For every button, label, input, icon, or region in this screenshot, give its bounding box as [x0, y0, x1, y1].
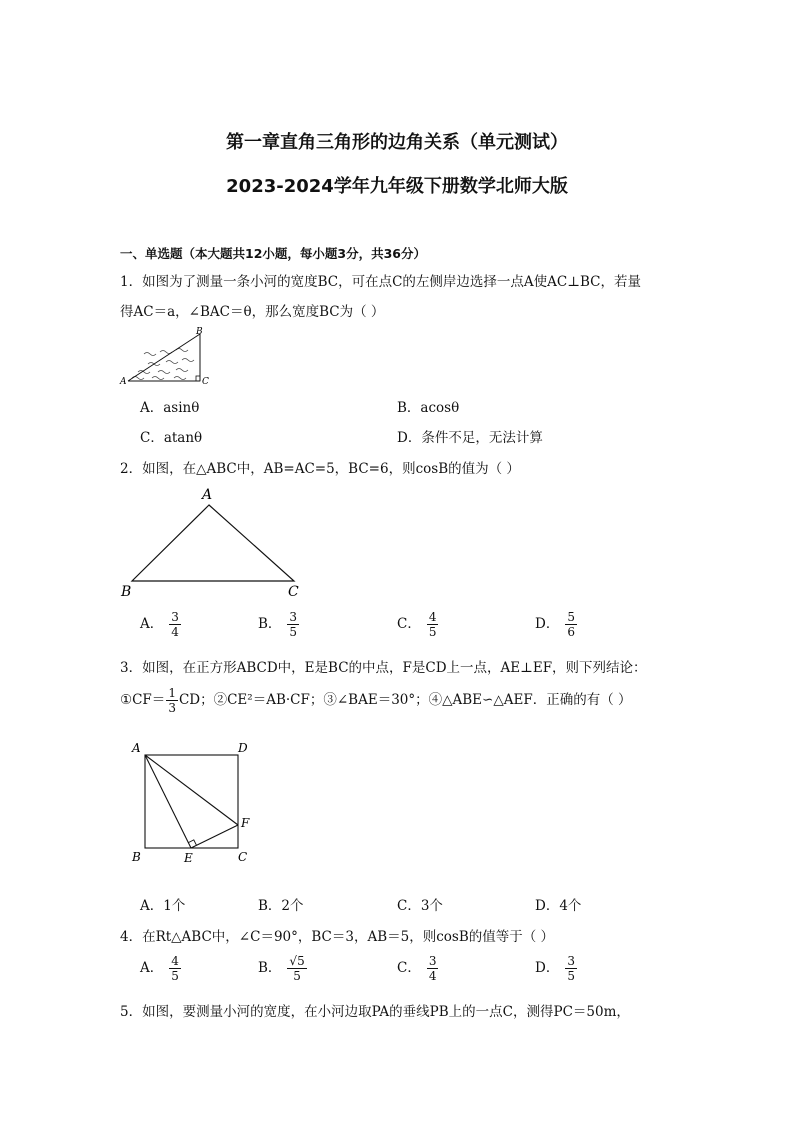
q4-option-c-letter: C．: [397, 960, 421, 976]
q2-option-a-den: 4: [171, 625, 179, 639]
q2-option-b[interactable]: [258, 610, 299, 639]
q3-option-c[interactable]: C．3个: [397, 898, 443, 914]
doc-title-line1: 第一章直角三角形的边角关系（单元测试）: [226, 132, 568, 153]
q3-line-af: [145, 755, 238, 825]
q3-option-b[interactable]: B．2个: [258, 898, 304, 914]
q4-option-d-letter: D．: [535, 960, 560, 976]
q4-option-a-den: 5: [171, 969, 179, 983]
q2-option-d[interactable]: [535, 610, 577, 639]
q3-figure: [128, 738, 258, 868]
q2-option-d-num: 5: [567, 610, 575, 624]
q4-option-b-num: √5: [289, 954, 305, 968]
q2-option-c-letter: C．: [397, 616, 421, 632]
q2-option-b-den: 5: [289, 625, 298, 639]
q3-fraction: [166, 686, 178, 715]
q5-text: 5．如图，要测量小河的宽度，在小河边取PA的垂线PB上的一点C，测得PC＝50m，: [120, 1004, 630, 1020]
q4-option-a-num: 4: [171, 954, 179, 968]
q3-line-ef: [191, 825, 238, 848]
q4-option-a[interactable]: [140, 954, 181, 983]
river-waves: [132, 349, 194, 380]
q3-option-a[interactable]: A．1个: [140, 898, 186, 914]
q2-option-d-letter: D．: [535, 616, 560, 632]
q4-option-a-fraction: [169, 954, 181, 983]
q4-text: 4．在Rt△ABC中，∠C＝90°，BC＝3，AB＝5，则cosB的值等于（ ）: [120, 929, 555, 945]
q4-option-b-fraction: [287, 954, 306, 983]
q1-option-b[interactable]: B．acosθ: [397, 400, 460, 416]
q2-option-b-num: 3: [289, 610, 298, 624]
q4-option-c-den: 4: [428, 969, 437, 983]
q3-line2-part2: CD；②CE²＝AB·CF；③∠BAE＝30°；④△ABE∽△AEF．正确的有（ ）: [178, 692, 632, 708]
q2-label-c: C: [288, 584, 299, 600]
q4-option-d-num: 3: [567, 954, 575, 968]
q4-option-c-num: 3: [428, 954, 437, 968]
q2-option-d-den: 6: [567, 625, 575, 639]
q1-figure: [118, 326, 218, 388]
q2-option-a[interactable]: [140, 610, 181, 639]
q1-option-c[interactable]: C．atanθ: [140, 430, 203, 446]
q2-option-d-fraction: [565, 610, 577, 639]
q2-option-c[interactable]: [397, 610, 438, 639]
q2-option-a-num: 3: [171, 610, 179, 624]
q3-line-ae: [145, 755, 191, 848]
q3-label-c: C: [238, 850, 248, 864]
q1-label-a: A: [120, 377, 127, 387]
q4-option-d-den: 5: [567, 969, 575, 983]
q4-option-d-fraction: [565, 954, 577, 983]
q4-option-b[interactable]: [258, 954, 307, 983]
doc-title-line2: 2023-2024学年九年级下册数学北师大版: [226, 176, 568, 197]
q3-label-e: E: [184, 851, 193, 865]
q3-line2-part1: ①CF＝: [120, 692, 166, 708]
q1-option-a[interactable]: A．asinθ: [140, 400, 200, 416]
q1-label-c: C: [202, 377, 209, 387]
q3-line1: 3．如图，在正方形ABCD中，E是BC的中点，F是CD上一点，AE⊥EF，则下列结论：: [120, 660, 647, 676]
q2-option-b-letter: B．: [258, 616, 282, 632]
q1-option-d[interactable]: D．条件不足，无法计算: [397, 430, 543, 446]
q2-option-b-fraction: [287, 610, 299, 639]
q2-text: 2．如图，在△ABC中，AB=AC=5，BC=6，则cosB的值为（ ）: [120, 461, 520, 477]
q4-option-a-letter: A．: [140, 960, 164, 976]
q2-option-a-fraction: [169, 610, 181, 639]
q1-label-b: B: [196, 327, 203, 337]
q4-option-d[interactable]: [535, 954, 577, 983]
q4-option-b-letter: B．: [258, 960, 282, 976]
q2-label-b: B: [121, 584, 132, 600]
q4-option-b-den: 5: [293, 969, 301, 983]
q1-right-angle-mark: [196, 376, 200, 381]
q4-option-c-fraction: [427, 954, 439, 983]
q1-line-ab: [128, 334, 200, 381]
section-heading: 一、单选题（本大题共12小题，每小题3分，共36分）: [120, 246, 426, 261]
q3-label-b: B: [132, 850, 141, 864]
q2-option-c-den: 5: [428, 625, 437, 639]
q4-option-c[interactable]: [397, 954, 438, 983]
q1-line1: 1．如图为了测量一条小河的宽度BC，可在点C的左侧岸边选择一点A使AC⊥BC，若量: [120, 274, 641, 290]
q3-option-d[interactable]: D．4个: [535, 898, 582, 914]
q3-label-d: D: [238, 741, 248, 755]
q3-fraction-num: 1: [168, 686, 176, 700]
q3-line2: [120, 686, 632, 715]
q3-label-f: F: [241, 816, 250, 830]
q2-figure: [118, 484, 308, 602]
q2-option-c-fraction: [427, 610, 439, 639]
q3-label-a: A: [132, 741, 141, 755]
q3-fraction-den: 3: [168, 701, 176, 715]
q3-square: [145, 755, 238, 848]
q2-triangle: [132, 505, 294, 581]
q1-line2: 得AC＝a，∠BAC＝θ，那么宽度BC为（ ）: [120, 304, 385, 320]
q2-label-a: A: [202, 487, 213, 503]
q2-option-c-num: 4: [428, 610, 437, 624]
q2-option-a-letter: A．: [140, 616, 164, 632]
